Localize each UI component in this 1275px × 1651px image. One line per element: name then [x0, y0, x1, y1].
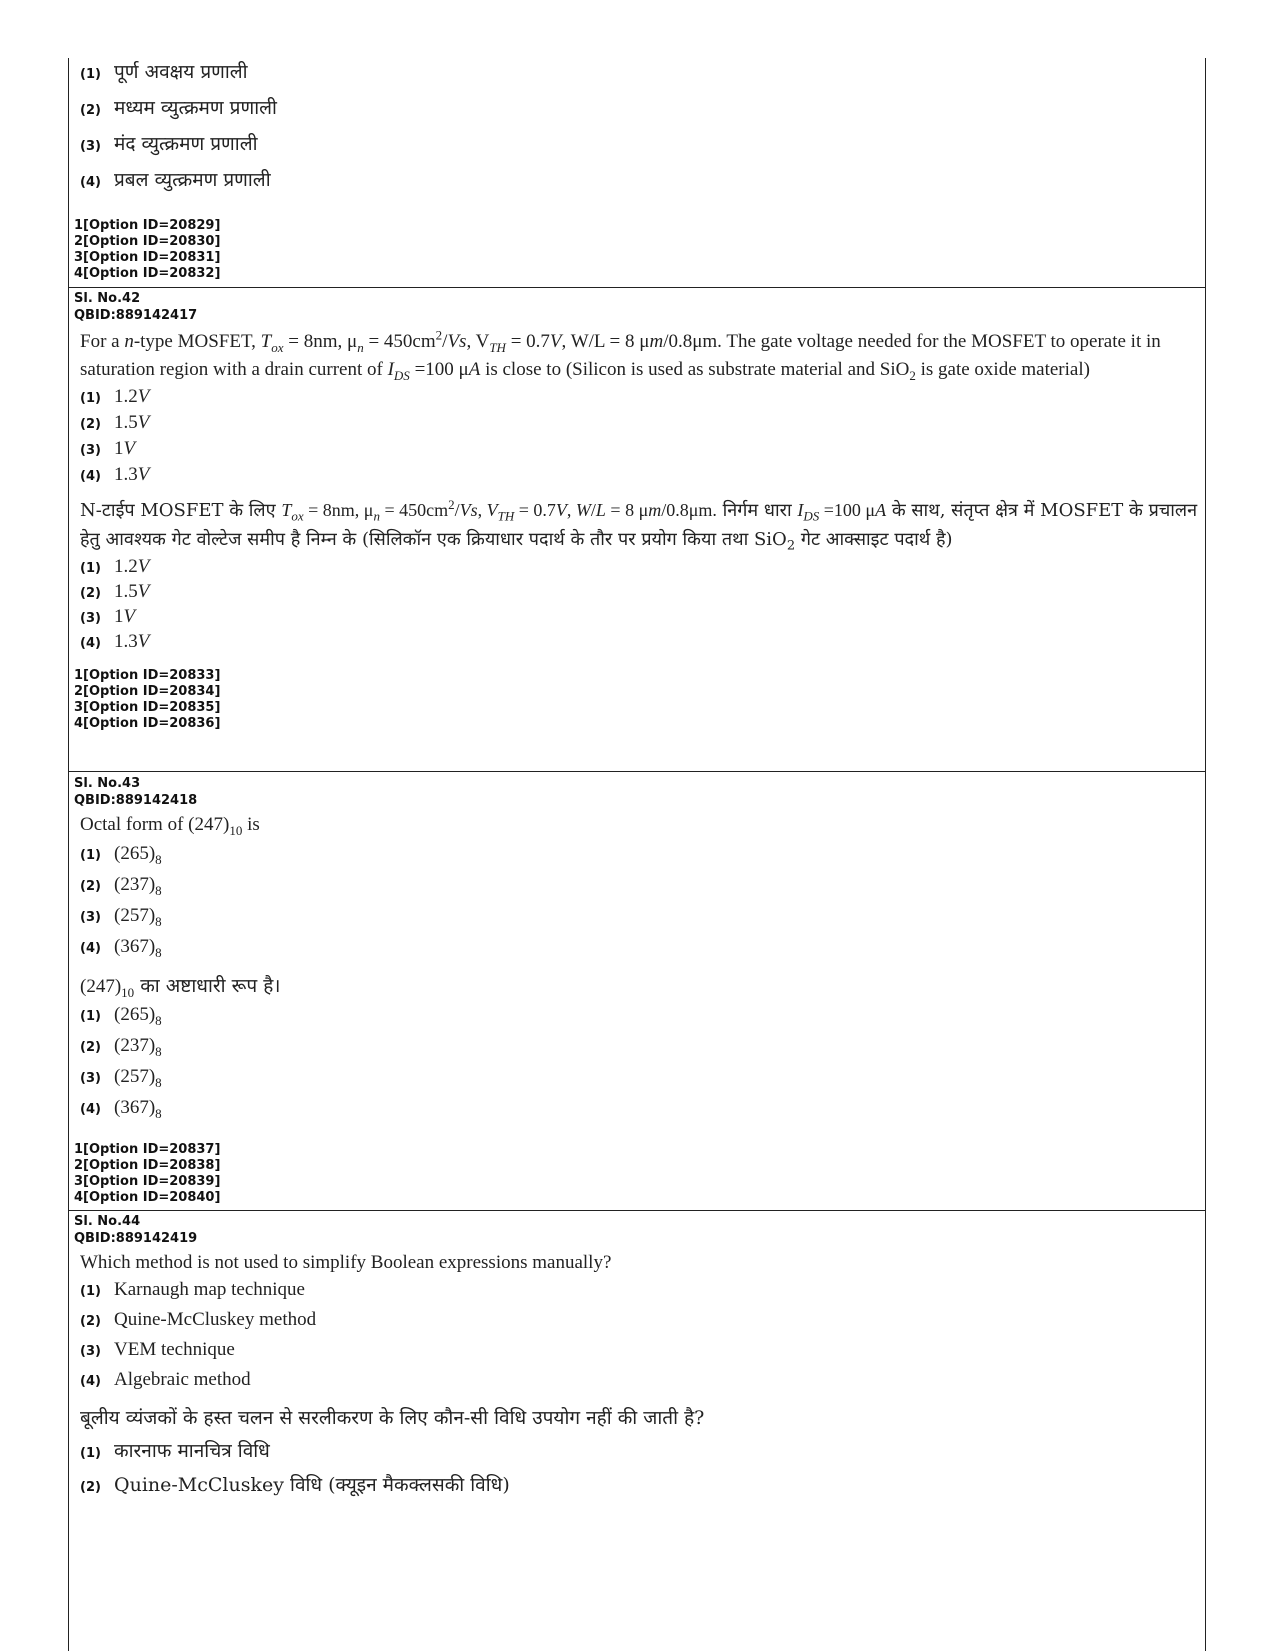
q43-option-ids: 1[Option ID=20837] 2[Option ID=20838] 3[Option ID=20839] 4[Option ID=20840]	[74, 1142, 221, 1205]
question-43	[74, 776, 1199, 1206]
q42-option-4-hi: (4) 1.3V	[80, 631, 150, 652]
q44-option-1-en: (1) Karnaugh map technique	[80, 1279, 305, 1300]
q43-option-1-en: (1) $(265)_8$	[80, 843, 162, 867]
question-divider	[68, 1210, 1206, 1211]
question-text-en: Which method is not used to simplify Boolean expressions manually?	[80, 1252, 612, 1273]
q41-option-1: (1) पूर्ण अवक्षय प्रणाली	[80, 61, 248, 83]
q42-option-2-en: (2) 1.5V	[80, 412, 150, 433]
question-divider	[68, 287, 1206, 288]
q43-option-4-en: (4) $(367)_8$	[80, 936, 162, 960]
question-text-hi: N-टाईप MOSFET के लिए $T_{ox} = 8nm$, $\mu_n = 450cm^2/Vs$, $V_{TH} = 0.7V$, W/L = 8 μm/0.8μm. निर्गम धारा $I_{DS} =100$ μA के साथ, संतृप्त क्षेत्र में MOSFET के प्रचालन हेतु आवश्यक गेट वोल्टेज समीप है निम्न के (सिलिकॉन एक क्रियाधार पदार्थ के तौर पर प्रयोग किया तथा SiO$_2$ गेट आक्साइट पदार्थ है)	[80, 497, 1198, 554]
q41-option-2: (2) मध्यम व्युत्क्रमण प्रणाली	[80, 97, 277, 119]
serial-number: Sl. No.42	[74, 291, 141, 306]
q43-option-3-en: (3) $(257)_8$	[80, 905, 162, 929]
serial-number: Sl. No.44	[74, 1214, 141, 1229]
question-41-tail	[74, 58, 1199, 282]
q42-option-2-hi: (2) 1.5V	[80, 581, 150, 602]
question-text-hi: $(247)_{10}$ का अष्टाधारी रूप है।	[80, 975, 281, 1000]
q42-option-1-hi: (1) 1.2V	[80, 556, 150, 577]
question-42	[74, 291, 1199, 732]
q43-option-3-hi: (3) $(257)_8$	[80, 1066, 162, 1090]
qbid: QBID:889142418	[74, 792, 198, 808]
question-44	[74, 1214, 1199, 1505]
q42-option-ids: 1[Option ID=20833] 2[Option ID=20834] 3[Option ID=20835] 4[Option ID=20836]	[74, 668, 221, 731]
q43-option-1-hi: (1) $(265)_8$	[80, 1004, 162, 1028]
q41-option-3: (3) मंद व्युत्क्रमण प्रणाली	[80, 133, 258, 155]
question-text-hi: बूलीय व्यंजकों के हस्त चलन से सरलीकरण के लिए कौन-सी विधि उपयोग नहीं की जाती है?	[80, 1407, 705, 1429]
q41-option-4: (4) प्रबल व्युत्क्रमण प्रणाली	[80, 169, 271, 191]
q42-option-4-en: (4) 1.3V	[80, 464, 150, 485]
q44-option-2-hi: (2) Quine-McCluskey विधि (क्यूइन मैकक्लसकी विधि)	[80, 1474, 510, 1496]
q43-option-4-hi: (4) $(367)_8$	[80, 1097, 162, 1121]
q42-option-3-en: (3) 1V	[80, 438, 136, 459]
q42-option-3-hi: (3) 1V	[80, 606, 136, 627]
q44-option-1-hi: (1) कारनाफ मानचित्र विधि	[80, 1440, 270, 1462]
q44-option-3-en: (3) VEM technique	[80, 1339, 235, 1360]
question-text-en: For a n-type MOSFET, $T_{ox} = 8nm$, $\mu_n = 450cm^2/Vs$, $V_{TH} = 0.7V$, W/L = 8 μm/0.8μm. The gate voltage needed for the MOSFET to operate it in saturation region with a drain current of $I_{DS} =100$ μA is close to (Silicon is used as substrate material and SiO$_2$ is gate oxide material)	[80, 327, 1161, 383]
question-text-en: Octal form of $(247)_{10}$ is	[80, 814, 260, 838]
q43-option-2-en: (2) $(237)_8$	[80, 874, 162, 898]
question-divider	[68, 771, 1206, 772]
q43-option-2-hi: (2) $(237)_8$	[80, 1035, 162, 1059]
serial-number: Sl. No.43	[74, 776, 141, 791]
q41-option-ids: 1[Option ID=20829] 2[Option ID=20830] 3[Option ID=20831] 4[Option ID=20832]	[74, 218, 221, 281]
q44-option-2-en: (2) Quine-McCluskey method	[80, 1309, 317, 1330]
qbid: QBID:889142419	[74, 1230, 198, 1246]
q42-option-1-en: (1) 1.2V	[80, 386, 150, 407]
qbid: QBID:889142417	[74, 307, 198, 323]
q44-option-4-en: (4) Algebraic method	[80, 1369, 251, 1390]
